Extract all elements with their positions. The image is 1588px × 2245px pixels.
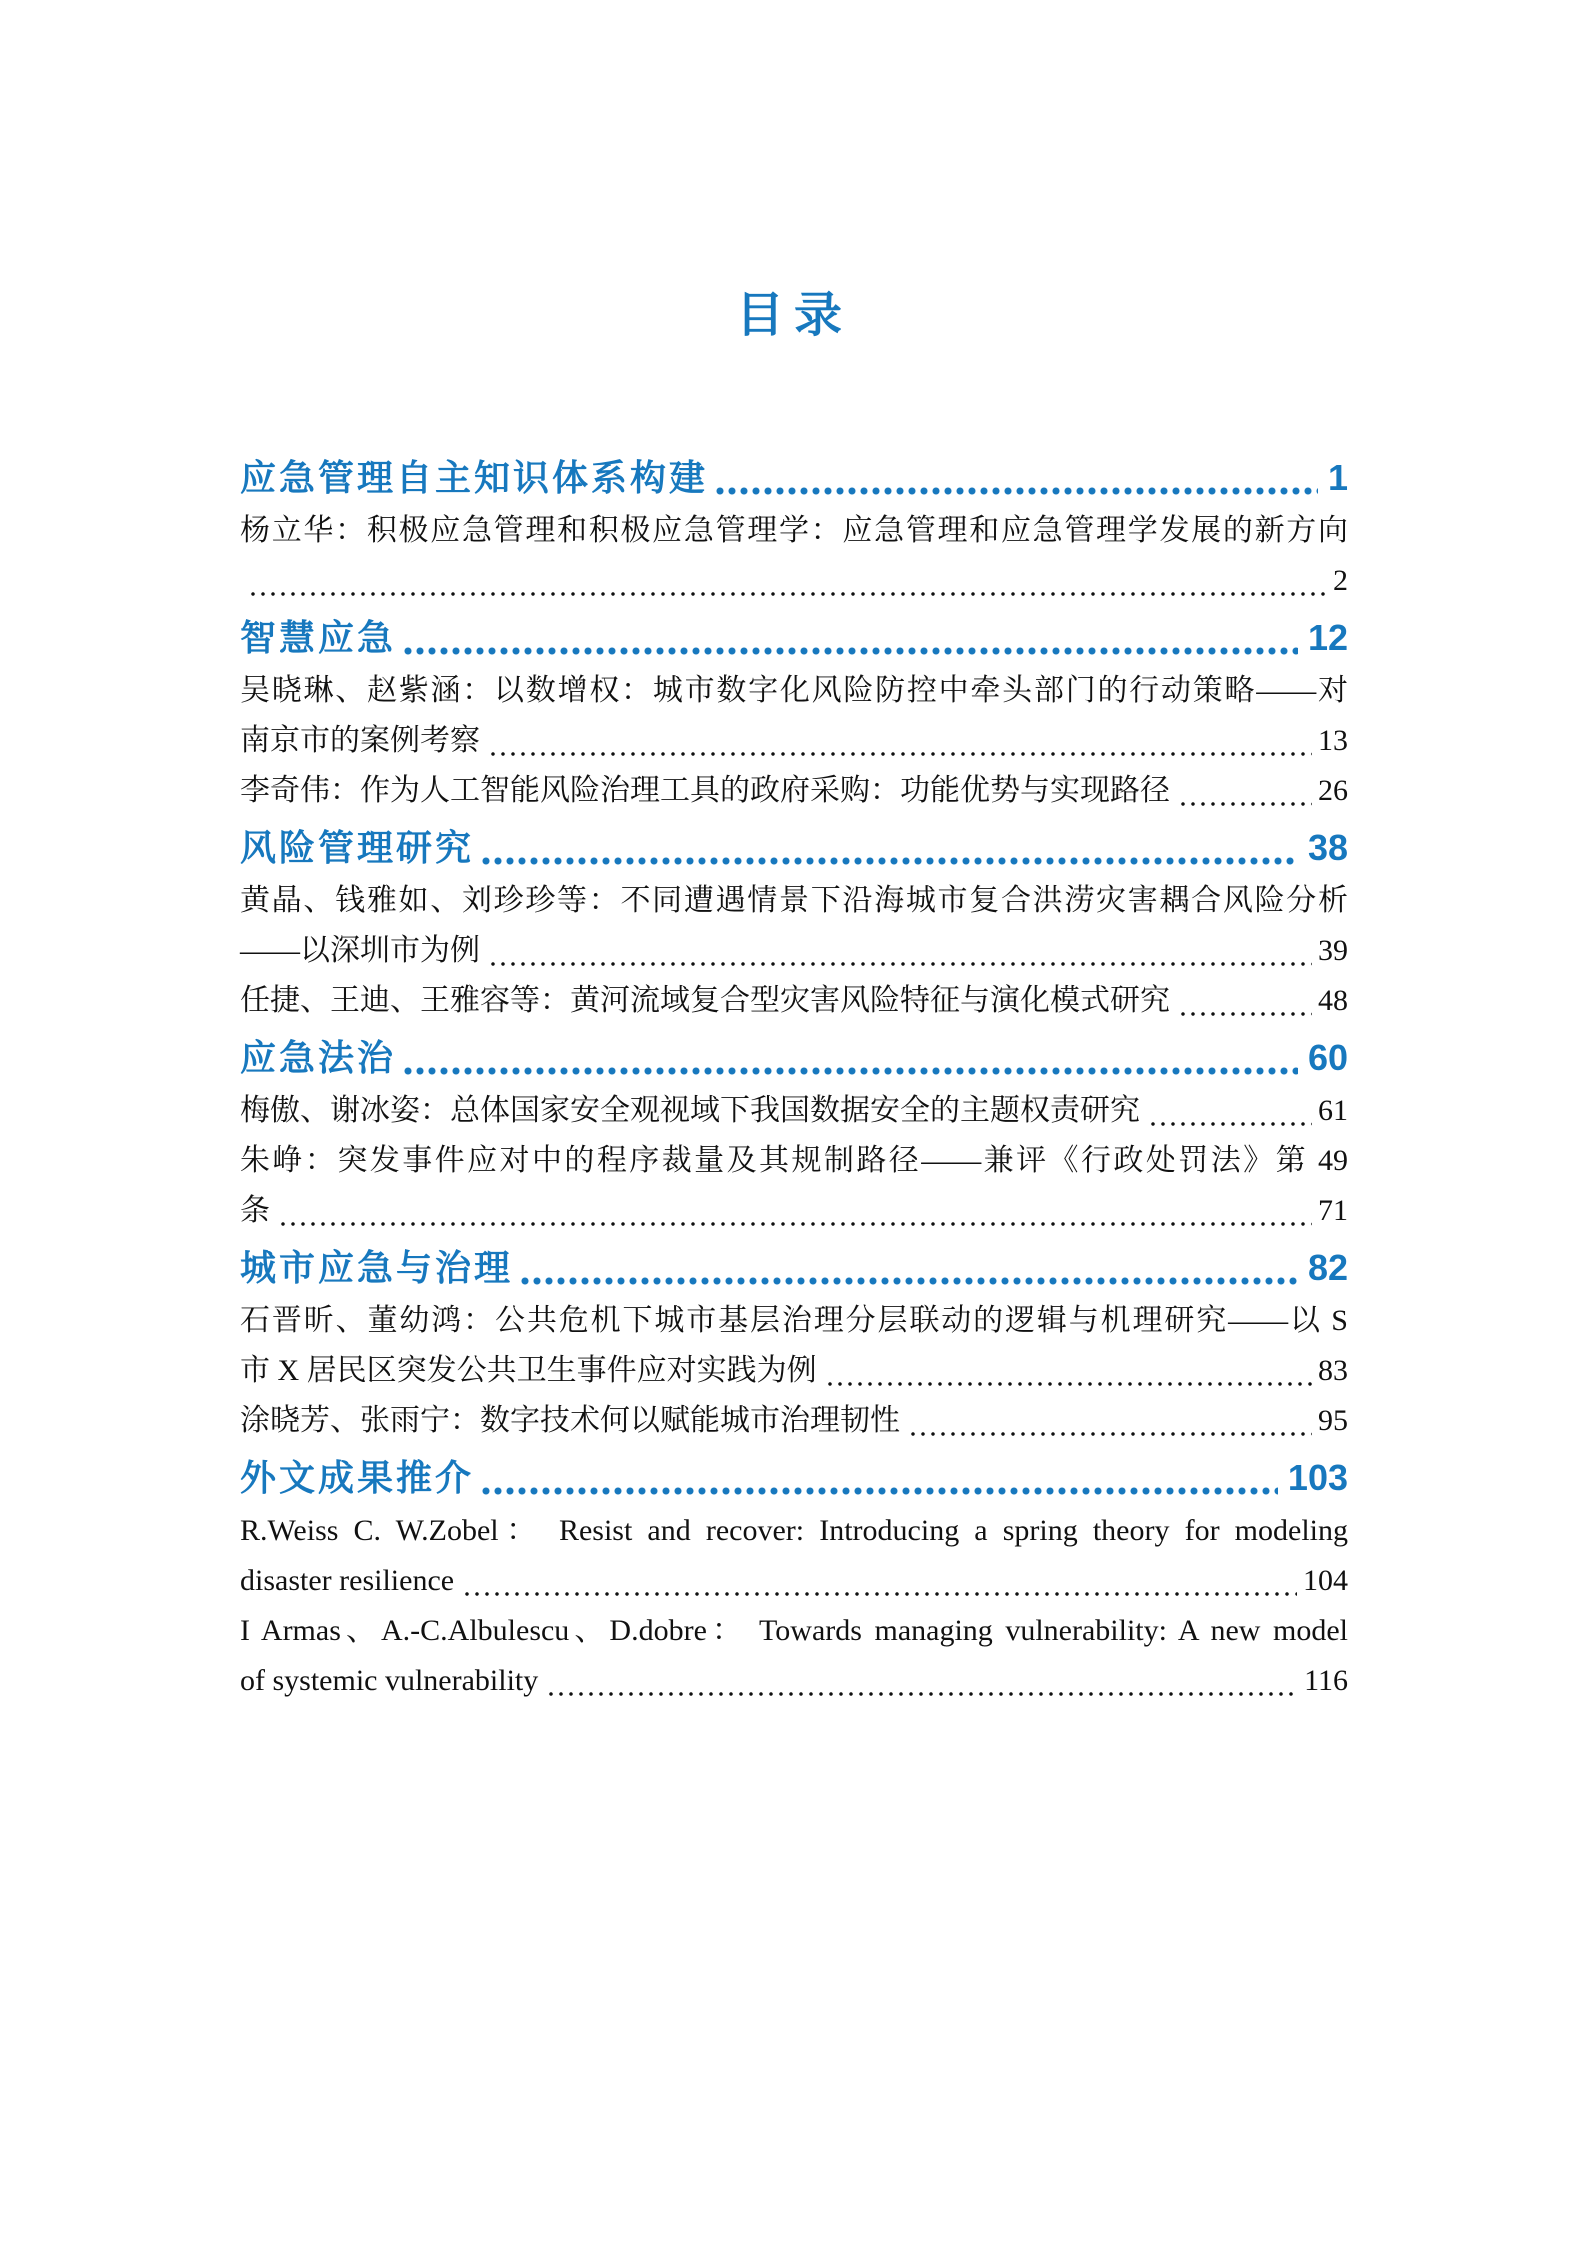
- dot-leader: [1178, 766, 1312, 816]
- entry-text: 梅傲、谢冰姿：总体国家安全观视域下我国数据安全的主题权责研究: [240, 1094, 1140, 1127]
- toc-entry-line: [240, 1656, 1348, 1706]
- toc-entry-line: [240, 506, 1348, 556]
- dot-leader: [488, 926, 1312, 976]
- entry-page-number: 2: [1333, 564, 1348, 597]
- entry-text: disaster resilience: [240, 1564, 455, 1597]
- entry-text: 市 X 居民区突发公共卫生事件应对实践为例: [240, 1354, 817, 1387]
- entry-text: 涂晓芳、张雨宁：数字技术何以赋能城市治理韧性: [240, 1404, 900, 1437]
- toc-section: [240, 1454, 1348, 1706]
- page-title: 目录: [735, 289, 852, 342]
- toc-section: [240, 614, 1348, 816]
- entry-text: 杨立华：积极应急管理和积极应急管理学：应急管理和应急管理学发展的新方向: [240, 514, 1348, 547]
- entry-page-number: 39: [1318, 934, 1348, 967]
- entry-text: 黄晶、钱雅如、刘珍珍等：不同遭遇情景下沿海城市复合洪涝灾害耦合风险分析: [240, 884, 1348, 917]
- section-page-number: 60: [1307, 1037, 1348, 1078]
- entry-text: of systemic vulnerability: [240, 1664, 539, 1697]
- toc-section: [240, 1244, 1348, 1446]
- entry-page-number: 116: [1304, 1664, 1348, 1697]
- toc-entry-line: [240, 716, 1348, 766]
- toc-entry-line: [240, 766, 1348, 816]
- section-heading: 智慧应急: [240, 617, 397, 658]
- table-of-contents: [240, 454, 1348, 1706]
- dot-leader: [825, 1346, 1312, 1396]
- entry-page-number: 95: [1318, 1404, 1348, 1437]
- entry-text: ——以深圳市为例: [240, 934, 480, 967]
- entry-text: 条: [240, 1194, 270, 1227]
- entry-text: I Armas、A.-C.Albulescu、D.dobre： Towards managing vulnerability: A new model: [240, 1614, 1348, 1647]
- entry-text: 南京市的案例考察: [240, 724, 480, 757]
- entry-text: 任捷、王迪、王雅容等：黄河流域复合型灾害风险特征与演化模式研究: [240, 984, 1170, 1017]
- toc-section: [240, 824, 1348, 1026]
- dot-leader: [1148, 1086, 1312, 1136]
- toc-entry-line: [240, 1186, 1348, 1236]
- toc-entry-line: [240, 876, 1348, 926]
- toc-entry-line: [240, 1396, 1348, 1446]
- toc-entry-line: [240, 1136, 1348, 1186]
- entry-text: 石晋昕、董幼鸿：公共危机下城市基层治理分层联动的逻辑与机理研究——以 S: [240, 1304, 1348, 1337]
- toc-entry-line: [240, 1086, 1348, 1136]
- dot-leader: [402, 1034, 1298, 1082]
- section-heading-row: [240, 1244, 1348, 1292]
- section-heading-row: [240, 824, 1348, 872]
- section-heading-row: [240, 454, 1348, 502]
- entry-page-number: 13: [1318, 724, 1348, 757]
- dot-leader: [248, 556, 1327, 606]
- section-heading: 外文成果推介: [240, 1457, 475, 1498]
- entry-text: 朱峥：突发事件应对中的程序裁量及其规制路径——兼评《行政处罚法》第 49: [240, 1144, 1348, 1177]
- dot-leader: [1178, 976, 1312, 1026]
- toc-entry-line: [240, 1506, 1348, 1556]
- section-heading: 风险管理研究: [240, 827, 475, 868]
- dot-leader: [480, 1454, 1278, 1502]
- entry-page-number: 26: [1318, 774, 1348, 807]
- dot-leader: [488, 716, 1312, 766]
- section-page-number: 82: [1307, 1247, 1348, 1288]
- entry-page-number: 71: [1318, 1194, 1348, 1227]
- toc-entry-line: [240, 1606, 1348, 1656]
- toc-entry-line: [240, 1556, 1348, 1606]
- toc-entry-line: [240, 556, 1348, 606]
- toc-entry-line: [240, 666, 1348, 716]
- entry-page-number: 48: [1318, 984, 1348, 1017]
- entry-text: 吴晓琳、赵紫涵：以数增权：城市数字化风险防控中牵头部门的行动策略——对: [240, 674, 1348, 707]
- section-page-number: 12: [1307, 617, 1348, 658]
- entry-text: 李奇伟：作为人工智能风险治理工具的政府采购：功能优势与实现路径: [240, 774, 1170, 807]
- section-heading-row: [240, 614, 1348, 662]
- entry-page-number: 61: [1318, 1094, 1348, 1127]
- section-heading: 应急管理自主知识体系构建: [240, 457, 709, 498]
- dot-leader: [546, 1656, 1298, 1706]
- toc-entry-line: [240, 1346, 1348, 1396]
- section-page-number: 38: [1307, 827, 1348, 868]
- dot-leader: [402, 614, 1298, 662]
- dot-leader: [714, 454, 1318, 502]
- section-heading: 应急法治: [240, 1037, 397, 1078]
- dot-leader: [519, 1244, 1298, 1292]
- entry-text: R.Weiss C. W.Zobel： Resist and recover: Introducing a spring theory for modeling: [240, 1514, 1348, 1547]
- dot-leader: [278, 1186, 1312, 1236]
- toc-section: [240, 454, 1348, 606]
- entry-page-number: 83: [1318, 1354, 1348, 1387]
- section-heading-row: [240, 1034, 1348, 1082]
- toc-section: [240, 1034, 1348, 1236]
- entry-page-number: 104: [1303, 1564, 1348, 1597]
- section-page-number: 103: [1287, 1457, 1348, 1498]
- section-heading-row: [240, 1454, 1348, 1502]
- toc-entry-line: [240, 976, 1348, 1026]
- dot-leader: [480, 824, 1298, 872]
- toc-entry-line: [240, 926, 1348, 976]
- section-page-number: 1: [1327, 457, 1348, 498]
- dot-leader: [908, 1396, 1312, 1446]
- section-heading: 城市应急与治理: [240, 1247, 514, 1288]
- dot-leader: [462, 1556, 1297, 1606]
- toc-entry-line: [240, 1296, 1348, 1346]
